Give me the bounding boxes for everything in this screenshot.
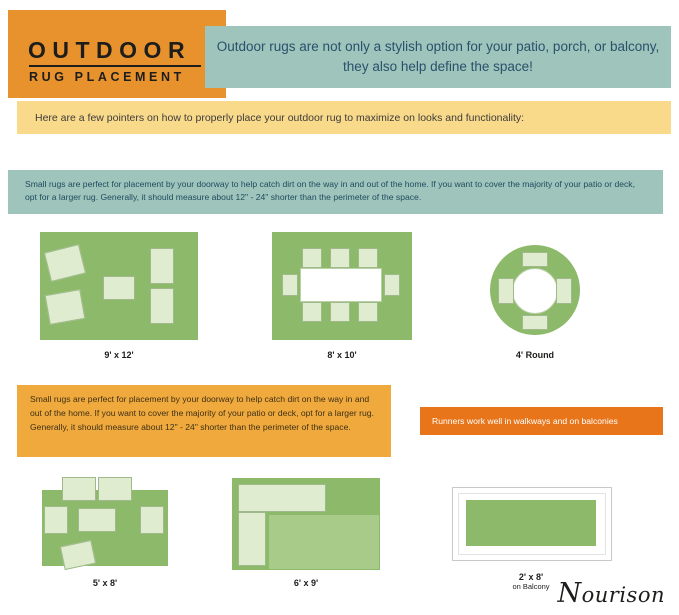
title-divider <box>29 65 201 67</box>
chair-5x8-right <box>140 506 164 534</box>
section-two-band <box>17 385 391 457</box>
dining-table <box>300 268 382 302</box>
brand-logo-initial: N <box>557 578 582 609</box>
intro-teal-text: Outdoor rugs are not only a stylish option for your patio, porch, or balcony, they also help define the space! <box>216 39 660 74</box>
caption-6x9 <box>232 578 380 588</box>
round-table <box>512 268 558 314</box>
dining-chair-right <box>384 274 400 296</box>
dining-chair-bottom-2 <box>330 302 350 322</box>
caption-4-round-text: 4' Round <box>515 350 555 360</box>
dining-chair-left <box>282 274 298 296</box>
sectional-corner <box>268 514 380 570</box>
caption-4-round <box>485 350 585 360</box>
caption-8x10-text: 8' x 10' <box>327 350 357 360</box>
coffee-table-5x8 <box>78 508 116 532</box>
intro-yellow-text: Here are a few pointers on how to properly place your outdoor rug to maximize on looks and functionality: <box>35 111 525 124</box>
sofa-5x8-top-1 <box>62 477 96 501</box>
section-one-band <box>8 170 663 214</box>
caption-2x8-text: 2' x 8' <box>518 572 544 582</box>
dining-chair-top-1 <box>302 248 322 268</box>
runner-band <box>420 407 663 435</box>
rug-area-2x8 <box>466 500 596 546</box>
runner-band-text: Runners work well in walkways and on balconies <box>432 416 618 426</box>
sectional-top <box>238 484 326 512</box>
caption-8x10 <box>272 350 412 360</box>
dining-chair-top-3 <box>358 248 378 268</box>
title-block <box>8 10 226 98</box>
dining-chair-bottom-3 <box>358 302 378 322</box>
sofa-right-lower <box>150 288 174 324</box>
caption-5x8-text: 5' x 8' <box>92 578 118 588</box>
coffee-table <box>103 276 135 300</box>
intro-teal-banner <box>205 26 671 88</box>
section-one-band-text: Small rugs are perfect for placement by your doorway to help catch dirt on the way in and out of the home. If you want to cover the majority of your patio or deck, opt for a larger rug. Generally, it should measure about 12" - 24" shorter than the perimeter of the space. <box>25 179 635 203</box>
brand-logo-text: ourison <box>581 583 665 607</box>
round-chair-bottom <box>522 315 548 330</box>
sofa-right-upper <box>150 248 174 284</box>
dining-chair-bottom-1 <box>302 302 322 322</box>
intro-yellow-banner <box>17 101 671 134</box>
chair-bottom-left <box>45 289 86 325</box>
caption-9x12-text: 9' x 12' <box>104 350 134 360</box>
sofa-5x8-top-2 <box>98 477 132 501</box>
round-chair-top <box>522 252 548 267</box>
caption-5x8 <box>42 578 168 588</box>
chair-5x8-left <box>44 506 68 534</box>
round-chair-left <box>498 278 514 304</box>
brand-logo <box>558 578 666 609</box>
section-two-band-text: Small rugs are perfect for placement by your doorway to help catch dirt on the way in and out of the home. If you want to cover the majority of your patio or deck, opt for a larger rug. Generally, it should measure about 12" - 24" shorter than the perimeter of the space. <box>30 394 374 432</box>
page-subtitle: RUG PLACEMENT <box>29 70 185 84</box>
caption-9x12 <box>40 350 198 360</box>
dining-chair-top-2 <box>330 248 350 268</box>
page-title: OUTDOOR <box>28 37 192 63</box>
sectional-left <box>238 512 266 566</box>
caption-2x8-sub: on Balcony <box>512 582 550 591</box>
caption-6x9-text: 6' x 9' <box>293 578 319 588</box>
round-chair-right <box>556 278 572 304</box>
